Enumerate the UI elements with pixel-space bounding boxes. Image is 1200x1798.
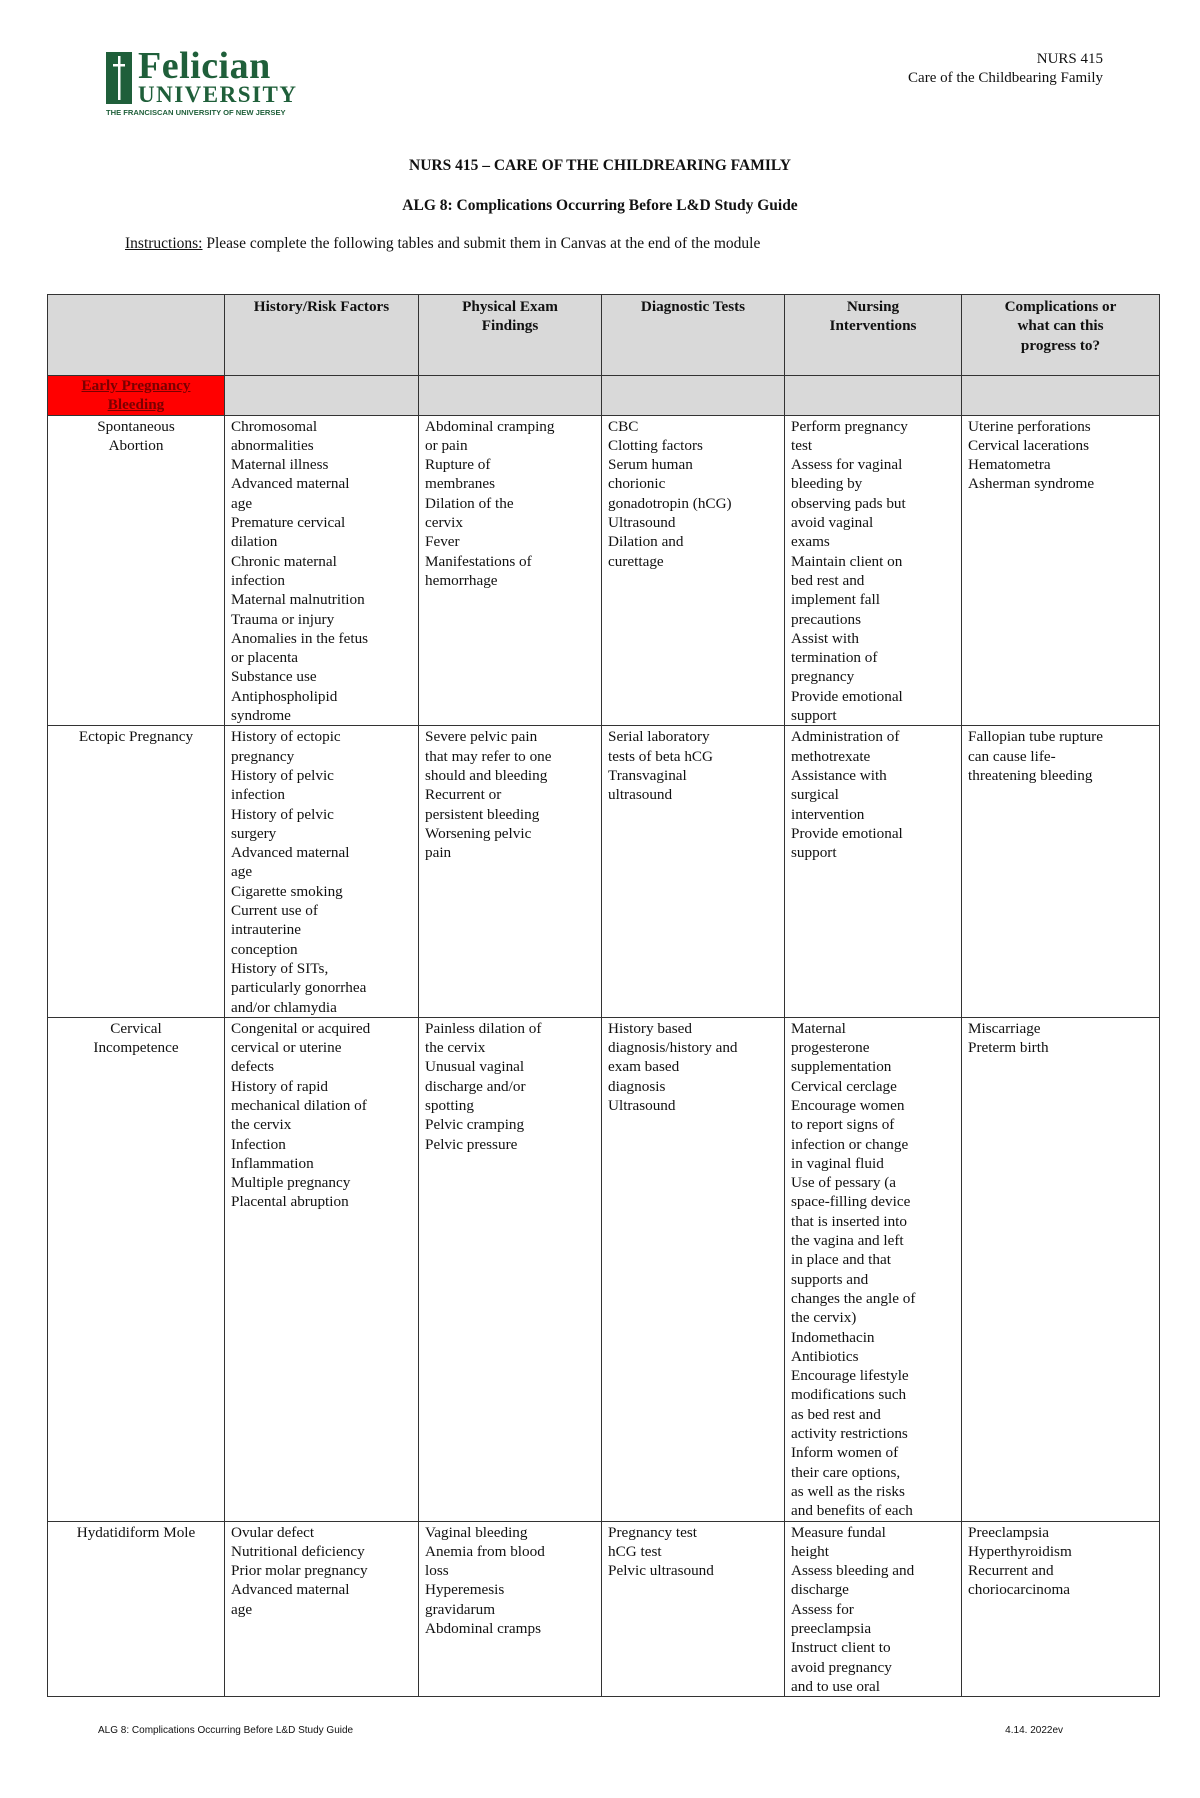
cell-line: Antiphospholipid (231, 687, 338, 705)
cell-line: Administration of (791, 728, 900, 746)
cell-line: to report signs of (791, 1116, 895, 1134)
cell-line: the cervix (425, 1039, 486, 1057)
cell-line: support (791, 844, 837, 862)
cell-line: Substance use (231, 668, 317, 686)
cell-line: conception (231, 940, 298, 958)
cell-line: Indomethacin (791, 1328, 875, 1346)
cell-line: Anomalies in the fetus (231, 629, 369, 647)
cell-line: Transvaginal (608, 766, 687, 784)
cell-line: Miscarriage (968, 1019, 1041, 1037)
cell-line: History of SITs, (231, 959, 329, 977)
cell-line: and to use oral (791, 1677, 880, 1695)
cell-line: persistent bleeding (425, 805, 540, 823)
section-empty-cell (225, 376, 419, 416)
cell-line: diagnosis (608, 1077, 666, 1095)
cell-line: Inform women of (791, 1444, 899, 1462)
cell-line: Abdominal cramping (425, 417, 555, 435)
table-header-row (48, 295, 1160, 376)
physical-exam-findings-cell (419, 1017, 602, 1521)
cell-line: Advanced maternal (231, 475, 350, 493)
footer-left: ALG 8: Complications Occurring Before L&D Study Guide (98, 1725, 354, 1736)
cell-line: membranes (425, 475, 496, 493)
cell-line: Cigarette smoking (231, 882, 343, 900)
column-header-physical-exam-findings (419, 295, 602, 376)
cell-line: avoid pregnancy (791, 1658, 892, 1676)
section-label-cell (48, 376, 225, 416)
cell-line: defects (231, 1058, 275, 1076)
footer-right: 4.14. 2022ev (1005, 1725, 1063, 1736)
cell-line: Advanced maternal (231, 1581, 350, 1599)
header-line: Findings (481, 317, 539, 335)
cell-line: diagnosis/history and (608, 1039, 738, 1057)
cell-line: or pain (425, 436, 468, 454)
cell-line: pain (425, 844, 452, 862)
cell-line: methotrexate (791, 747, 871, 765)
cell-line: infection (231, 786, 285, 804)
cell-line: tests of beta hCG (608, 747, 714, 765)
cell-line: History based (608, 1019, 692, 1037)
logo-emblem-icon (104, 50, 134, 106)
cell-line: age (231, 1600, 253, 1618)
cell-line: the cervix (231, 1116, 292, 1134)
cell-line: gravidarum (425, 1600, 496, 1618)
condition-line: Abortion (108, 436, 164, 454)
cell-line: Prior molar pregnancy (231, 1562, 368, 1580)
cell-line: Cervical cerclage (791, 1077, 897, 1095)
cell-line: should and bleeding (425, 766, 548, 784)
cell-line: changes the angle of (791, 1289, 916, 1307)
cell-line: intervention (791, 805, 865, 823)
cell-line: Measure fundal (791, 1523, 886, 1541)
cell-line: Nutritional deficiency (231, 1542, 365, 1560)
cell-line: Dilation and (608, 533, 684, 551)
section-empty-cell (962, 376, 1160, 416)
cell-line: Painless dilation of (425, 1019, 542, 1037)
cell-line: Congenital or acquired (231, 1019, 371, 1037)
section-empty-cell (785, 376, 962, 416)
cell-line: avoid vaginal (791, 514, 874, 532)
diagnostic-tests-cell (602, 1017, 785, 1521)
condition-cell (48, 726, 225, 1017)
cell-line: History of rapid (231, 1077, 329, 1095)
cell-line: Advanced maternal (231, 844, 350, 862)
cell-line: supports and (791, 1270, 869, 1288)
cell-line: modifications such (791, 1386, 907, 1404)
cell-line: bleeding by (791, 475, 863, 493)
cell-line: curettage (608, 552, 664, 570)
cell-line: Premature cervical (231, 514, 346, 532)
cell-line: Asherman syndrome (968, 475, 1095, 493)
cell-line: ultrasound (608, 786, 673, 804)
cell-line: Uterine perforations (968, 417, 1091, 435)
instructions-label: Instructions: (125, 235, 203, 252)
cell-line: Instruct client to (791, 1639, 891, 1657)
cell-line: Serum human (608, 456, 693, 474)
condition-line: Incompetence (93, 1039, 179, 1057)
table-row (48, 1521, 1160, 1697)
cell-line: that is inserted into (791, 1212, 907, 1230)
cell-line: Provide emotional (791, 687, 903, 705)
cell-line: Infection (231, 1135, 286, 1153)
cell-line: and/or chlamydia (231, 998, 337, 1016)
cell-line: Pelvic pressure (425, 1135, 518, 1153)
cell-line: Multiple pregnancy (231, 1174, 351, 1192)
cell-line: Vaginal bleeding (425, 1523, 528, 1541)
cell-line: Use of pessary (a (791, 1174, 897, 1192)
complications-cell (962, 726, 1160, 1017)
document-subtitle: ALG 8: Complications Occurring Before L&D Study Guide (402, 197, 798, 214)
complications-cell (962, 415, 1160, 726)
header-line: Physical Exam (462, 298, 558, 315)
nursing-interventions-cell (785, 1521, 962, 1697)
cell-line: Chromosomal (231, 417, 318, 435)
course-code: NURS 415 (1036, 51, 1103, 67)
column-header-nursing-interventions (785, 295, 962, 376)
history-risk-factors-cell (225, 1521, 419, 1697)
cell-line: loss (425, 1562, 449, 1580)
cell-line: Clotting factors (608, 436, 703, 454)
physical-exam-findings-cell (419, 1521, 602, 1697)
cell-line: Encourage women (791, 1096, 905, 1114)
cell-line: Manifestations of (425, 552, 532, 570)
cell-line: particularly gonorrhea (231, 979, 367, 997)
cell-line: Maternal (791, 1019, 846, 1037)
cell-line: dilation (231, 533, 278, 551)
cell-line: CBC (608, 417, 639, 435)
cell-line: Ultrasound (608, 1096, 676, 1114)
cell-line: Hyperthyroidism (968, 1542, 1072, 1560)
instructions-text: Please complete the following tables and submit them in Canvas at the end of the module (202, 235, 761, 252)
cell-line: Assess for (791, 1600, 854, 1618)
nursing-interventions-cell (785, 415, 962, 726)
physical-exam-findings-cell (419, 726, 602, 1017)
section-empty-cell (419, 376, 602, 416)
cell-line: intrauterine (231, 921, 301, 939)
felician-university-logo (104, 45, 298, 117)
cell-line: infection (231, 571, 285, 589)
cell-line: test (791, 436, 813, 454)
cell-line: Maintain client on (791, 552, 903, 570)
cell-line: Assist with (791, 629, 859, 647)
cell-line: age (231, 494, 253, 512)
cell-line: Antibiotics (791, 1347, 859, 1365)
cell-line: and benefits of each (791, 1502, 913, 1520)
condition-line: Spontaneous (97, 417, 175, 435)
cell-line: infection or change (791, 1135, 909, 1153)
diagnostic-tests-cell (602, 415, 785, 726)
cell-line: exams (791, 533, 830, 551)
cell-line: observing pads but (791, 494, 906, 512)
complications-cell (962, 1521, 1160, 1697)
cell-line: cervix (425, 514, 463, 532)
cell-line: as bed rest and (791, 1405, 881, 1423)
cell-line: surgery (231, 824, 277, 842)
cell-line: Maternal illness (231, 456, 329, 474)
section-row (48, 376, 1160, 416)
cell-line: Pelvic cramping (425, 1116, 525, 1134)
cell-line: abnormalities (231, 436, 314, 454)
cell-line: Abdominal cramps (425, 1620, 541, 1637)
section-line: Bleeding (107, 396, 165, 414)
column-header-history-risk-factors (225, 295, 419, 376)
cell-line: support (791, 707, 837, 725)
cell-line: Recurrent or (425, 786, 502, 804)
cell-line: Recurrent and (968, 1562, 1054, 1580)
logo-tagline: THE FRANCISCAN UNIVERSITY OF NEW JERSEY (106, 108, 286, 117)
nursing-interventions-cell (785, 1017, 962, 1521)
cell-line: termination of (791, 649, 878, 667)
cell-line: hemorrhage (425, 571, 498, 589)
condition-cell (48, 1017, 225, 1521)
condition-cell (48, 415, 225, 726)
cell-line: Maternal malnutrition (231, 591, 365, 609)
cell-line: Assess for vaginal (791, 456, 903, 474)
cell-line: choriocarcinoma (968, 1581, 1071, 1599)
condition-cell (48, 1521, 225, 1697)
diagnostic-tests-cell (602, 726, 785, 1017)
cell-line: threatening bleeding (968, 766, 1093, 784)
cell-line: Hematometra (968, 456, 1051, 474)
cell-line: mechanical dilation of (231, 1096, 367, 1114)
section-line: Early Pregnancy (81, 377, 191, 394)
cell-line: surgical (791, 786, 839, 804)
cell-line: Placental abruption (231, 1193, 349, 1211)
cell-line: activity restrictions (791, 1425, 908, 1443)
logo-name: Felician (138, 45, 271, 87)
cell-line: Pelvic ultrasound (608, 1562, 714, 1580)
cell-line: preeclampsia (791, 1620, 872, 1637)
cell-line: Provide emotional (791, 824, 903, 842)
cell-line: Anemia from blood (425, 1542, 545, 1560)
cell-line: discharge and/or (425, 1077, 526, 1095)
cell-line: History of ectopic (231, 728, 341, 746)
cell-line: pregnancy (791, 668, 855, 686)
course-name: Care of the Childbearing Family (908, 70, 1103, 86)
condition-line: Cervical (110, 1019, 162, 1037)
physical-exam-findings-cell (419, 415, 602, 726)
cell-line: Preeclampsia (968, 1523, 1049, 1541)
diagnostic-tests-cell (602, 1521, 785, 1697)
cell-line: Encourage lifestyle (791, 1367, 909, 1385)
cell-line: as well as the risks (791, 1482, 905, 1500)
cell-line: Ultrasound (608, 514, 676, 532)
cell-line: Trauma or injury (231, 610, 335, 628)
cell-line: age (231, 863, 253, 881)
cell-line: Inflammation (231, 1154, 314, 1172)
cell-line: Rupture of (425, 456, 491, 474)
cell-line: Fever (425, 533, 460, 551)
course-header (908, 50, 1103, 88)
cell-line: History of pelvic (231, 805, 334, 823)
nursing-interventions-cell (785, 726, 962, 1017)
cell-line: Ovular defect (231, 1523, 315, 1541)
study-guide-table (47, 294, 1160, 1697)
column-header-corner (48, 295, 225, 376)
table-row (48, 415, 1160, 726)
cell-line: Assistance with (791, 766, 887, 784)
cell-line: Preterm birth (968, 1039, 1049, 1057)
cell-line: syndrome (231, 707, 291, 725)
cell-line: Unusual vaginal (425, 1058, 525, 1076)
cell-line: their care options, (791, 1463, 901, 1481)
cell-line: the cervix) (791, 1309, 857, 1327)
cell-line: space-filling device (791, 1193, 911, 1211)
condition-line: Hydatidiform Mole (76, 1523, 196, 1541)
header-line: Complications or (1004, 298, 1117, 315)
cell-line: Severe pelvic pain (425, 728, 538, 746)
history-risk-factors-cell (225, 415, 419, 726)
cell-line: the vagina and left (791, 1232, 904, 1250)
cell-line: Hyperemesis (425, 1581, 505, 1599)
cell-line: exam based (608, 1058, 680, 1076)
cell-line: chorionic (608, 475, 666, 493)
cell-line: Cervical lacerations (968, 436, 1090, 454)
cell-line: Perform pregnancy (791, 417, 908, 435)
table-row (48, 726, 1160, 1017)
cell-line: History of pelvic (231, 766, 334, 784)
cell-line: supplementation (791, 1058, 892, 1076)
cell-line: Chronic maternal (231, 552, 337, 570)
section-empty-cell (602, 376, 785, 416)
header-line: Nursing (846, 298, 900, 315)
document-title: NURS 415 – CARE OF THE CHILDREARING FAMILY (409, 157, 791, 174)
cell-line: in vaginal fluid (791, 1154, 884, 1172)
cell-line: precautions (791, 610, 862, 628)
cell-line: gonadotropin (hCG) (608, 494, 732, 512)
header-line: what can this (1017, 317, 1104, 335)
history-risk-factors-cell (225, 1017, 419, 1521)
cell-line: spotting (425, 1096, 474, 1114)
cell-line: Current use of (231, 902, 318, 920)
cell-line: Pregnancy test (608, 1523, 697, 1541)
header-line: History/Risk Factors (253, 298, 390, 315)
column-header-diagnostic-tests (602, 295, 785, 376)
instructions (125, 235, 760, 253)
cell-line: or placenta (231, 649, 299, 667)
cell-line: in place and that (791, 1251, 891, 1269)
cell-line: progesterone (791, 1039, 870, 1057)
header-line: Interventions (829, 317, 917, 335)
header-line: Diagnostic Tests (640, 298, 746, 315)
history-risk-factors-cell (225, 726, 419, 1017)
cell-line: height (791, 1542, 829, 1560)
table-row (48, 1017, 1160, 1521)
cell-line: cervical or uterine (231, 1039, 342, 1057)
cell-line: Fallopian tube rupture (968, 728, 1103, 746)
condition-line: Ectopic Pregnancy (78, 728, 194, 746)
cell-line: can cause life- (968, 747, 1056, 765)
column-header-complications (962, 295, 1160, 376)
cell-line: Serial laboratory (608, 728, 710, 746)
cell-line: Assess bleeding and (791, 1562, 915, 1580)
cell-line: Worsening pelvic (425, 824, 532, 842)
cell-line: pregnancy (231, 747, 295, 765)
logo-university: UNIVERSITY (138, 82, 298, 107)
complications-cell (962, 1017, 1160, 1521)
section-label (48, 376, 224, 415)
cell-line: implement fall (791, 591, 880, 609)
cell-line: bed rest and (791, 571, 865, 589)
cell-line: hCG test (608, 1542, 662, 1560)
cell-line: that may refer to one (425, 747, 552, 765)
cell-line: Dilation of the (425, 494, 514, 512)
cell-line: discharge (791, 1581, 849, 1599)
header-line: progress to? (1020, 336, 1101, 354)
